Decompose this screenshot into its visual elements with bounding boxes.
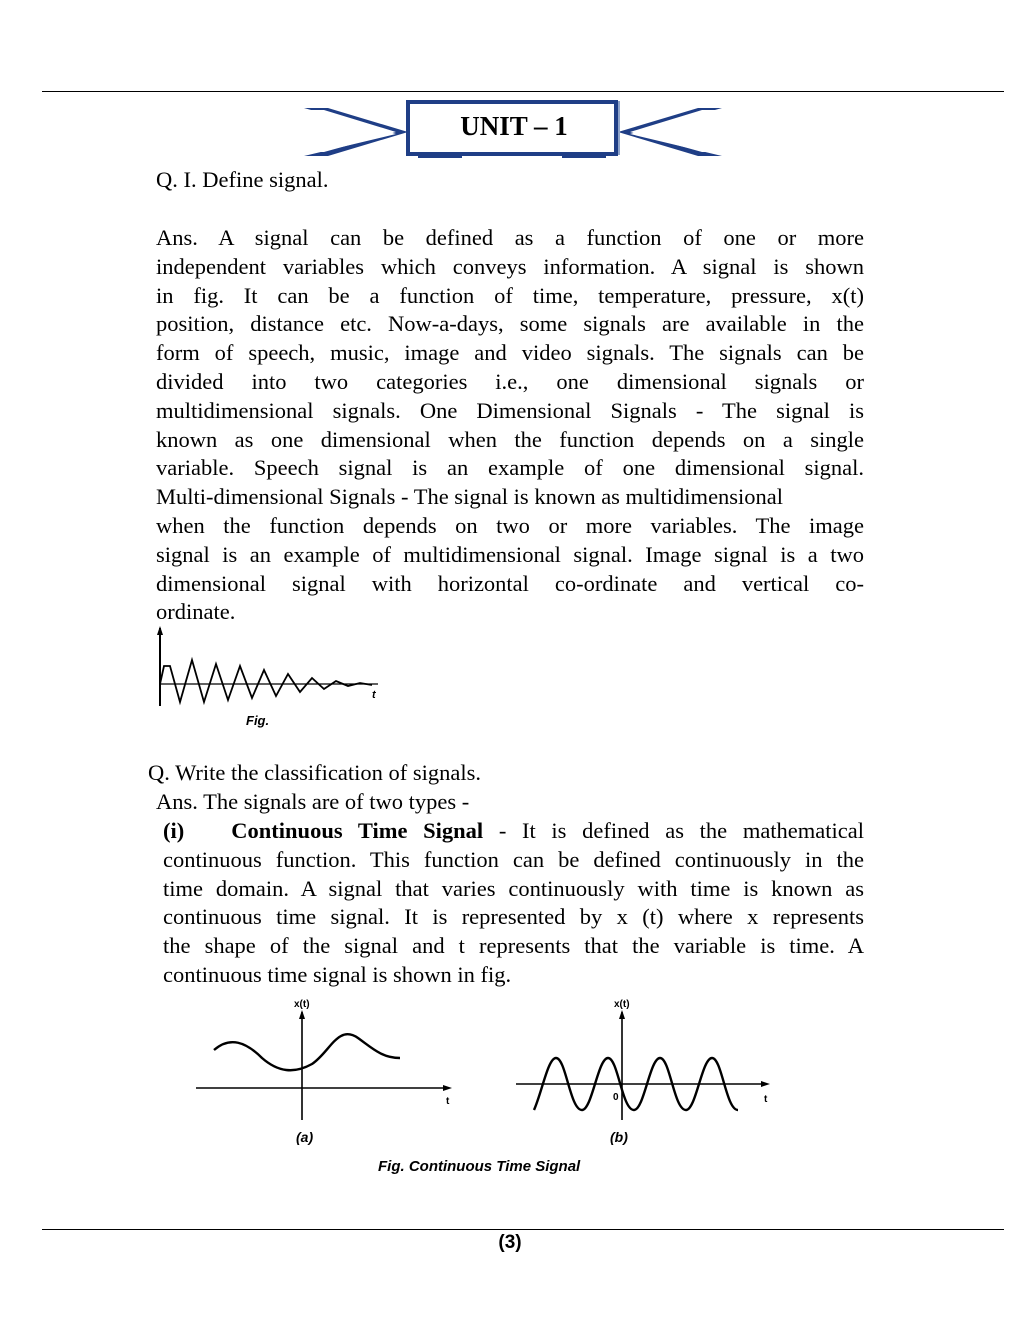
question-1: Q. I. Define signal. — [156, 167, 329, 192]
item-number: (i) — [163, 818, 185, 843]
figure-b-origin-label: 0 — [613, 1092, 619, 1103]
paragraph-line: time domain. A signal that varies continuously with time is known as — [163, 875, 864, 901]
continuous-figure-caption: Fig. Continuous Time Signal — [378, 1158, 581, 1175]
continuous-signal-figure — [190, 992, 790, 1182]
figure-b-caption: (b) — [610, 1129, 628, 1145]
figure-a-signal — [214, 1034, 400, 1070]
answer-1 — [156, 224, 864, 627]
answer-1-line: signal is an example of multidimensional signal. Image signal is a two — [156, 541, 864, 567]
answer-1-line: form of speech, music, image and video signals. The signals can be — [156, 340, 864, 366]
figure-a-x-arrow — [443, 1085, 452, 1091]
paragraph-line: continuous time signal is shown in fig. — [163, 961, 512, 987]
signal-figure — [150, 626, 390, 736]
item-line-rest: - It is defined as the mathematical — [498, 818, 865, 843]
answer-1-line: ordinate. — [156, 599, 236, 625]
figure-a-caption: (a) — [296, 1129, 314, 1145]
x-axis-label: t — [372, 689, 376, 701]
y-axis-arrow — [157, 626, 163, 635]
figure-a-x-label: t — [446, 1096, 450, 1107]
figure-a — [196, 999, 452, 1145]
item-heading: Continuous Time Signal — [231, 818, 484, 843]
answer-1-line: when the function depends on two or more variables. The image — [156, 512, 864, 538]
page-number: (3) — [498, 1232, 522, 1253]
paragraph-line: the shape of the signal and t represents that the variable is time. A — [163, 933, 864, 959]
continuous-signal-paragraph — [163, 817, 864, 990]
answer-1-line: position, distance etc. Now-a-days, some signals are available in the — [156, 311, 864, 337]
figure-b-y-arrow — [619, 1010, 625, 1019]
paragraph-line: continuous time signal. It is represented by x (t) where x represents — [163, 904, 864, 930]
figure-b-y-label: x(t) — [614, 999, 630, 1010]
answer-1-line: independent variables which conveys information. A signal is shown — [156, 253, 864, 279]
answer-1-line: in fig. It can be a function of time, temperature, pressure, x(t) — [156, 282, 864, 308]
answer-1-line: known as one dimensional when the function depends on a single — [156, 426, 864, 452]
figure-b-x-label: t — [764, 1094, 768, 1105]
figure-b — [516, 999, 770, 1145]
question-2: Q. Write the classification of signals. — [148, 760, 481, 785]
paragraph-line — [163, 817, 864, 846]
answer-1-line: dimensional signal with horizontal co-ordinate and vertical co- — [156, 570, 864, 596]
header-rule — [42, 91, 1004, 92]
paragraph-line: continuous function. This function can be defined continuously in the — [163, 846, 864, 872]
figure-a-y-arrow — [299, 1010, 305, 1019]
figure-a-y-label: x(t) — [294, 999, 310, 1010]
answer-1-line: multidimensional signals. One Dimensional Signals - The signal is — [156, 397, 864, 423]
figure-b-x-arrow — [761, 1081, 770, 1087]
footer-rule — [42, 1229, 1004, 1230]
unit-banner — [300, 98, 726, 164]
figure-caption: Fig. — [246, 713, 270, 728]
answer-1-line: Ans. A signal can be defined as a function of one or more — [156, 225, 864, 250]
answer-1-line: variable. Speech signal is an example of one dimensional signal. — [156, 455, 864, 481]
unit-title: UNIT – 1 — [460, 110, 568, 141]
answer-1-line: Multi-dimensional Signals - The signal is known as multidimensional — [156, 484, 784, 510]
answer-1-line: divided into two categories i.e., one dimensional signals or — [156, 368, 864, 394]
answer-2-intro: Ans. The signals are of two types - — [156, 789, 470, 814]
signal-wave — [160, 660, 372, 702]
